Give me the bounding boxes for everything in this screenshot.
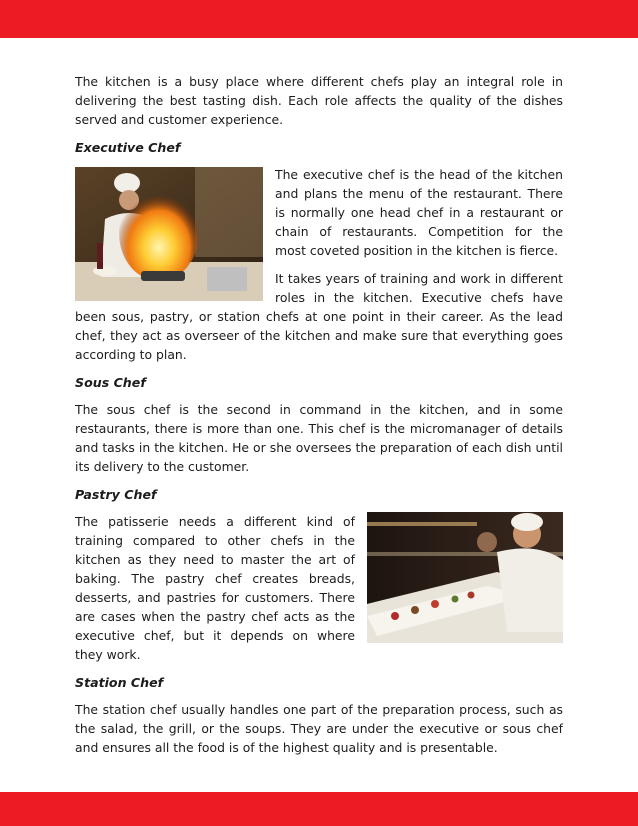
executive-chef-flambe-photo bbox=[75, 167, 263, 301]
heading-pastry-chef: Pastry Chef bbox=[75, 487, 157, 502]
heading-station-chef: Station Chef bbox=[75, 675, 164, 690]
executive-para-2: It takes years of training and work in different roles in the kitchen. Executive chefs have been sous, pastry, or station chefs at one point in their career. As the lead chef, they act as overseer of the kitchen and make sure that everything goes according to plan. bbox=[75, 271, 563, 362]
page-content bbox=[75, 72, 563, 766]
executive-para-1: The executive chef is the head of the kitchen and plans the menu of the restaurant. There is normally one head chef in a restaurant or chain of restaurants. Competition for the most coveted position in the kitchen is fierce. bbox=[275, 167, 563, 258]
station-para: The station chef usually handles one part of the preparation process, such as the salad, the grill, or the soups. They are under the executive or sous chef and ensures all the food is of the highest quality and is presentable. bbox=[75, 702, 563, 755]
pastry-para: The patisserie needs a different kind of training compared to other chefs in the kitchen as they need to master the art of baking. The pastry chef creates breads, desserts, and pastries for customers. There are cases when the pastry chef acts as the executive chef, but it depends on where they work. bbox=[75, 514, 355, 662]
heading-sous-chef: Sous Chef bbox=[75, 375, 146, 390]
intro-paragraph: The kitchen is a busy place where different chefs play an integral role in delivering the best tasting dish. Each role affects the quality of the dishes served and customer experience. bbox=[75, 74, 563, 127]
sous-para: The sous chef is the second in command in the kitchen, and in some restaurants, there is more than one. This chef is the micromanager of details and tasks in the kitchen. He or she oversees the preparation of each dish until its delivery to the customer. bbox=[75, 402, 563, 474]
top-accent-band bbox=[0, 0, 638, 38]
pastry-chefs-plating-photo bbox=[367, 512, 563, 643]
bottom-accent-band bbox=[0, 792, 638, 826]
heading-executive-chef: Executive Chef bbox=[75, 140, 181, 155]
